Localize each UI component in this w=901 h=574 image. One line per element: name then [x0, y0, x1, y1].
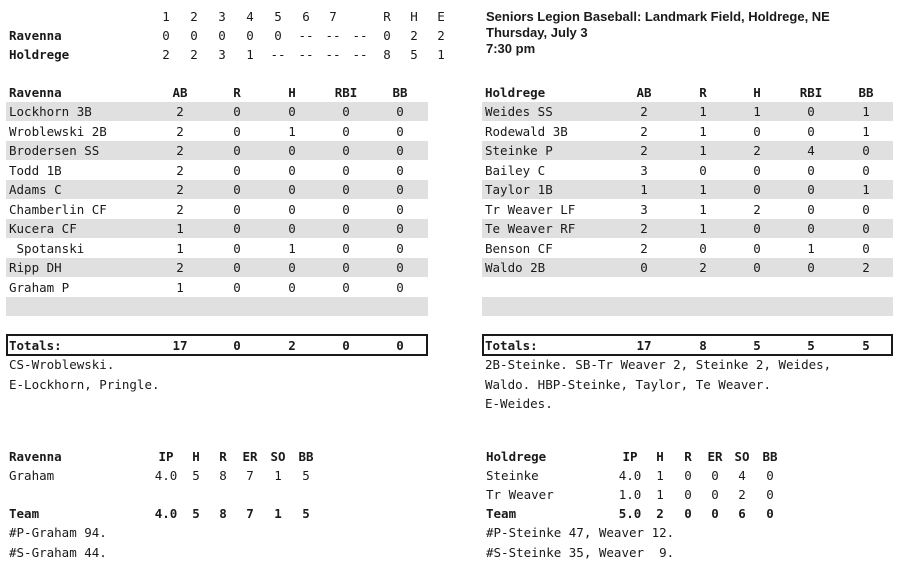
pitching-stat-cell: 1 — [656, 468, 664, 483]
stat-cell: 1 — [862, 104, 870, 119]
stat-cell: 0 — [288, 260, 296, 275]
stat-cell: 2 — [640, 143, 648, 158]
stat-cell — [619, 297, 669, 316]
stat-cell: 1 — [699, 201, 707, 217]
linescore-cell: 2 — [190, 47, 198, 62]
linescore-header: 5 — [274, 9, 282, 24]
stat-cell: 0 — [342, 221, 350, 236]
stat-cell: 2 — [753, 201, 761, 217]
player-name: Kucera CF — [9, 221, 77, 236]
pitching-team-cell: 8 — [219, 506, 227, 521]
linescore-cell: 0 — [246, 28, 254, 43]
pitching-note: #P-Steinke 47, Weaver 12. — [486, 525, 675, 540]
pitching-team-cell: 5 — [302, 506, 310, 521]
batting-note: Waldo. HBP-Steinke, Taylor, Te Weaver. — [485, 376, 771, 392]
linescore-cell: 2 — [437, 28, 445, 43]
linescore-cell: 0 — [162, 28, 170, 43]
totals-cell: 5 — [862, 338, 870, 353]
player-name: Rodewald 3B — [485, 123, 568, 139]
batting-note: E-Lockhorn, Pringle. — [9, 376, 160, 392]
player-name: Ripp DH — [9, 260, 62, 275]
linescore-cell: -- — [325, 28, 341, 43]
stat-cell — [732, 297, 782, 316]
pitching-team-cell: 6 — [738, 506, 746, 521]
linescore-team-name: Ravenna — [9, 28, 62, 43]
stat-cell: 0 — [342, 123, 350, 139]
stat-cell: 1 — [176, 240, 184, 256]
linescore-cell: -- — [352, 47, 368, 62]
linescore-cell: -- — [298, 47, 314, 62]
stat-cell: 0 — [342, 240, 350, 256]
stat-cell: 0 — [288, 182, 296, 197]
pitching-stat-cell: 1 — [656, 487, 664, 502]
pitcher-name: Tr Weaver — [486, 487, 554, 502]
stat-cell — [155, 297, 205, 316]
pitching-column-header: IP — [622, 449, 638, 464]
pitching-team-row — [9, 504, 369, 523]
pitching-stat-cell: 1.0 — [618, 487, 642, 502]
pitching-stat-cell: 2 — [738, 487, 746, 502]
table-row — [6, 297, 428, 316]
pitching-team-cell: 4.0 — [154, 506, 178, 521]
stat-cell: 3 — [640, 162, 648, 178]
stat-cell: 0 — [342, 260, 350, 275]
stat-cell: 0 — [862, 221, 870, 236]
table-row — [482, 219, 893, 238]
linescore-cell: -- — [325, 47, 341, 62]
pitching-column-header: BB — [762, 449, 778, 464]
stat-cell: 0 — [288, 162, 296, 178]
stat-cell: 0 — [233, 240, 241, 256]
stat-cell: 0 — [342, 162, 350, 178]
stat-cell: 0 — [862, 240, 870, 256]
stat-cell: 0 — [753, 240, 761, 256]
batting-column-header: BB — [392, 85, 408, 100]
linescore-header: E — [437, 9, 445, 24]
pitching-stat-cell: 0 — [684, 487, 692, 502]
stat-cell: 0 — [396, 201, 404, 217]
stat-cell: 0 — [396, 162, 404, 178]
stat-cell: 0 — [233, 201, 241, 217]
stat-cell: 0 — [396, 182, 404, 197]
totals-cell: 5 — [753, 338, 761, 353]
stat-cell: 0 — [396, 221, 404, 236]
pitching-header-row — [9, 447, 369, 466]
player-name: Bailey C — [485, 162, 546, 178]
pitching-stat-cell: 7 — [246, 468, 254, 483]
stat-cell — [732, 278, 782, 297]
stat-cell: 0 — [342, 201, 350, 217]
stat-cell: 0 — [807, 123, 815, 139]
game-info — [486, 9, 896, 57]
totals-cell: 0 — [342, 338, 350, 353]
table-row — [6, 102, 428, 121]
stat-cell: 0 — [807, 182, 815, 197]
pitching-note: #S-Steinke 35, Weaver 9. — [486, 545, 675, 560]
stat-cell: 2 — [176, 201, 184, 217]
stat-cell: 1 — [176, 221, 184, 236]
linescore-cell: -- — [352, 28, 368, 43]
player-name: Tr Weaver LF — [485, 201, 576, 217]
stat-cell: 0 — [396, 123, 404, 139]
stat-cell: 2 — [176, 260, 184, 275]
player-name: Wroblewski 2B — [9, 123, 107, 139]
stat-cell: 0 — [342, 182, 350, 197]
stat-cell: 0 — [753, 221, 761, 236]
stat-cell: 0 — [233, 104, 241, 119]
batting-column-header: R — [233, 85, 241, 100]
stat-cell: 2 — [640, 221, 648, 236]
batting-header-row — [6, 83, 428, 102]
batting-column-header: AB — [636, 85, 652, 100]
player-name: Steinke P — [485, 143, 553, 158]
batting-team-name: Ravenna — [9, 85, 62, 100]
stat-cell: 0 — [396, 260, 404, 275]
pitching-column-header: SO — [270, 449, 286, 464]
table-row — [482, 122, 893, 141]
pitching-note: #P-Graham 94. — [9, 525, 107, 540]
totals-cell: 0 — [233, 338, 241, 353]
linescore-cell: 2 — [410, 28, 418, 43]
linescore-cell: 3 — [218, 47, 226, 62]
pitching-note: #S-Graham 44. — [9, 545, 107, 560]
stat-cell: 0 — [342, 279, 350, 295]
batting-column-header: H — [753, 85, 761, 100]
stat-cell — [678, 278, 728, 297]
pitching-stat-cell: 4 — [738, 468, 746, 483]
stat-cell: 1 — [699, 182, 707, 197]
stat-cell: 0 — [288, 279, 296, 295]
linescore-header: 1 — [162, 9, 170, 24]
stat-cell: 0 — [862, 201, 870, 217]
game-time: 7:30 pm — [486, 41, 536, 56]
linescore-header: 6 — [302, 9, 310, 24]
pitching-stat-cell: 0 — [684, 468, 692, 483]
stat-cell: 1 — [753, 104, 761, 119]
pitching-stat-cell: 4.0 — [154, 468, 178, 483]
stat-cell: 2 — [640, 123, 648, 139]
player-name: Te Weaver RF — [485, 221, 576, 236]
table-row — [482, 297, 893, 316]
linescore-team-name: Holdrege — [9, 47, 70, 62]
linescore-cell: -- — [270, 47, 286, 62]
game-date: Thursday, July 3 — [486, 25, 588, 40]
pitching-stat-cell: 1 — [274, 468, 282, 483]
batting-column-header: BB — [858, 85, 874, 100]
stat-cell: 2 — [699, 260, 707, 275]
stat-cell — [212, 297, 262, 316]
stat-cell: 1 — [807, 240, 815, 256]
linescore-header: 2 — [190, 9, 198, 24]
table-row — [6, 122, 428, 141]
linescore-header: 4 — [246, 9, 254, 24]
stat-cell — [841, 297, 891, 316]
pitcher-row — [486, 466, 846, 485]
stat-cell: 0 — [753, 260, 761, 275]
player-name: Lockhorn 3B — [9, 104, 92, 119]
stat-cell: 0 — [233, 162, 241, 178]
batting-column-header: AB — [172, 85, 188, 100]
linescore-header: 3 — [218, 9, 226, 24]
linescore — [0, 0, 470, 70]
pitching-table-away — [9, 447, 369, 567]
batting-column-header: H — [288, 85, 296, 100]
totals-label: Totals: — [9, 338, 62, 353]
stat-cell: 0 — [396, 104, 404, 119]
stat-cell: 0 — [396, 240, 404, 256]
table-row — [482, 278, 893, 297]
stat-cell: 2 — [640, 104, 648, 119]
pitching-stat-cell: 0 — [711, 468, 719, 483]
linescore-cell: 0 — [218, 28, 226, 43]
pitching-team-cell: 7 — [246, 506, 254, 521]
stat-cell — [375, 297, 425, 316]
stat-cell: 1 — [862, 182, 870, 197]
stat-cell: 0 — [699, 162, 707, 178]
batting-column-header: R — [699, 85, 707, 100]
pitching-column-header: ER — [242, 449, 258, 464]
pitching-team-cell: 5.0 — [618, 506, 642, 521]
stat-cell: 0 — [288, 201, 296, 217]
batting-note: E-Weides. — [485, 396, 553, 411]
player-name: Taylor 1B — [485, 182, 553, 197]
table-row — [482, 258, 893, 277]
pitching-column-header: SO — [734, 449, 750, 464]
stat-cell: 0 — [288, 221, 296, 236]
pitching-team-cell: 0 — [711, 506, 719, 521]
stat-cell: 0 — [396, 143, 404, 158]
pitching-column-header: H — [192, 449, 200, 464]
game-title: Seniors Legion Baseball: Landmark Field, Holdrege, NE — [486, 9, 830, 24]
stat-cell: 0 — [233, 221, 241, 236]
stat-cell: 0 — [288, 104, 296, 119]
player-name: Weides SS — [485, 104, 553, 119]
stat-cell: 0 — [233, 260, 241, 275]
table-row — [6, 239, 428, 258]
table-row — [6, 141, 428, 160]
pitching-header-row — [486, 447, 846, 466]
linescore-header: H — [410, 9, 418, 24]
stat-cell: 0 — [233, 143, 241, 158]
stat-cell: 0 — [807, 260, 815, 275]
stat-cell: 1 — [862, 123, 870, 139]
stat-cell: 0 — [233, 123, 241, 139]
stat-cell — [619, 278, 669, 297]
stat-cell: 1 — [288, 240, 296, 256]
stat-cell: 1 — [699, 221, 707, 236]
pitcher-name: Steinke — [486, 468, 539, 483]
totals-label: Totals: — [485, 338, 538, 353]
stat-cell: 0 — [233, 182, 241, 197]
stat-cell: 1 — [699, 123, 707, 139]
pitching-team-name: Ravenna — [9, 449, 62, 464]
batting-column-header: RBI — [334, 85, 358, 100]
table-row — [6, 219, 428, 238]
table-row — [482, 141, 893, 160]
table-row — [482, 102, 893, 121]
table-row — [482, 200, 893, 219]
totals-cell: 17 — [172, 338, 188, 353]
pitcher-row — [9, 466, 369, 485]
batting-team-name: Holdrege — [485, 85, 546, 100]
pitching-stat-cell: 4.0 — [618, 468, 642, 483]
pitching-column-header: BB — [298, 449, 314, 464]
stat-cell: 0 — [807, 221, 815, 236]
stat-cell: 0 — [342, 143, 350, 158]
stat-cell — [786, 297, 836, 316]
stat-cell: 2 — [176, 123, 184, 139]
stat-cell: 0 — [233, 279, 241, 295]
player-name: Benson CF — [485, 240, 553, 256]
stat-cell — [678, 297, 728, 316]
pitching-stat-cell: 5 — [192, 468, 200, 483]
linescore-cell: 8 — [383, 47, 391, 62]
pitching-stat-cell: 0 — [766, 468, 774, 483]
stat-cell: 3 — [640, 201, 648, 217]
pitching-stat-cell: 0 — [766, 487, 774, 502]
stat-cell: 1 — [699, 143, 707, 158]
player-name: Spotanski — [9, 240, 85, 256]
stat-cell: 0 — [342, 104, 350, 119]
stat-cell: 1 — [176, 279, 184, 295]
stat-cell: 2 — [640, 240, 648, 256]
pitching-table-home — [486, 447, 846, 567]
table-row — [482, 239, 893, 258]
pitching-team-label: Team — [9, 506, 40, 521]
stat-cell: 0 — [396, 279, 404, 295]
pitching-stat-cell: 5 — [302, 468, 310, 483]
linescore-cell: -- — [298, 28, 314, 43]
player-name: Todd 1B — [9, 162, 62, 178]
stat-cell — [267, 297, 317, 316]
stat-cell: 1 — [288, 123, 296, 139]
table-row — [6, 278, 428, 297]
table-row — [6, 180, 428, 199]
totals-cell: 8 — [699, 338, 707, 353]
stat-cell: 0 — [753, 182, 761, 197]
stat-cell: 2 — [176, 182, 184, 197]
batting-header-row — [482, 83, 893, 102]
table-row — [482, 161, 893, 180]
linescore-cell: 0 — [274, 28, 282, 43]
pitching-column-header: ER — [707, 449, 723, 464]
pitching-column-header: R — [219, 449, 227, 464]
stat-cell: 2 — [176, 143, 184, 158]
totals-row — [482, 334, 893, 356]
linescore-header: R — [383, 9, 391, 24]
player-name: Graham P — [9, 279, 70, 295]
stat-cell: 0 — [753, 123, 761, 139]
stat-cell: 1 — [640, 182, 648, 197]
pitching-team-cell: 5 — [192, 506, 200, 521]
stat-cell: 0 — [807, 201, 815, 217]
stat-cell: 2 — [176, 162, 184, 178]
totals-row — [6, 334, 428, 356]
pitching-team-cell: 1 — [274, 506, 282, 521]
batting-note: 2B-Steinke. SB-Tr Weaver 2, Steinke 2, Weides, — [485, 357, 832, 372]
pitching-stat-cell: 0 — [711, 487, 719, 502]
stat-cell: 0 — [640, 260, 648, 275]
player-name: Brodersen SS — [9, 143, 100, 158]
pitching-column-header: IP — [158, 449, 174, 464]
pitching-column-header: H — [656, 449, 664, 464]
totals-cell: 0 — [396, 338, 404, 353]
stat-cell: 4 — [807, 143, 815, 158]
stat-cell: 2 — [753, 143, 761, 158]
pitching-team-row — [486, 504, 846, 523]
pitching-team-cell: 2 — [656, 506, 664, 521]
stat-cell — [786, 278, 836, 297]
pitcher-row — [486, 485, 846, 504]
batting-note: CS-Wroblewski. — [9, 357, 115, 372]
batting-column-header: RBI — [799, 85, 823, 100]
linescore-cell: 1 — [437, 47, 445, 62]
linescore-cell: 0 — [190, 28, 198, 43]
pitching-team-label: Team — [486, 506, 517, 521]
totals-cell: 5 — [807, 338, 815, 353]
table-row — [6, 258, 428, 277]
stat-cell: 0 — [807, 104, 815, 119]
table-row — [6, 200, 428, 219]
totals-cell: 17 — [636, 338, 652, 353]
linescore-cell: 0 — [383, 28, 391, 43]
linescore-header: 7 — [329, 9, 337, 24]
batting-table-home — [482, 83, 893, 373]
stat-cell: 2 — [862, 260, 870, 275]
stat-cell: 2 — [176, 104, 184, 119]
table-row — [482, 180, 893, 199]
pitching-column-header: R — [684, 449, 692, 464]
pitching-team-cell: 0 — [766, 506, 774, 521]
stat-cell: 1 — [699, 104, 707, 119]
pitching-stat-cell: 8 — [219, 468, 227, 483]
stat-cell: 0 — [288, 143, 296, 158]
player-name: Chamberlin CF — [9, 201, 107, 217]
table-row — [6, 161, 428, 180]
player-name: Adams C — [9, 182, 62, 197]
linescore-cell: 5 — [410, 47, 418, 62]
totals-cell: 2 — [288, 338, 296, 353]
batting-table-away — [6, 83, 428, 373]
pitcher-name: Graham — [9, 468, 55, 483]
stat-cell: 0 — [753, 162, 761, 178]
linescore-cell: 1 — [246, 47, 254, 62]
stat-cell — [841, 278, 891, 297]
stat-cell: 0 — [862, 143, 870, 158]
stat-cell: 0 — [699, 240, 707, 256]
stat-cell: 0 — [862, 162, 870, 178]
pitching-team-cell: 0 — [684, 506, 692, 521]
player-name: Waldo 2B — [485, 260, 546, 275]
stat-cell — [321, 297, 371, 316]
linescore-cell: 2 — [162, 47, 170, 62]
stat-cell: 0 — [807, 162, 815, 178]
pitching-team-name: Holdrege — [486, 449, 547, 464]
